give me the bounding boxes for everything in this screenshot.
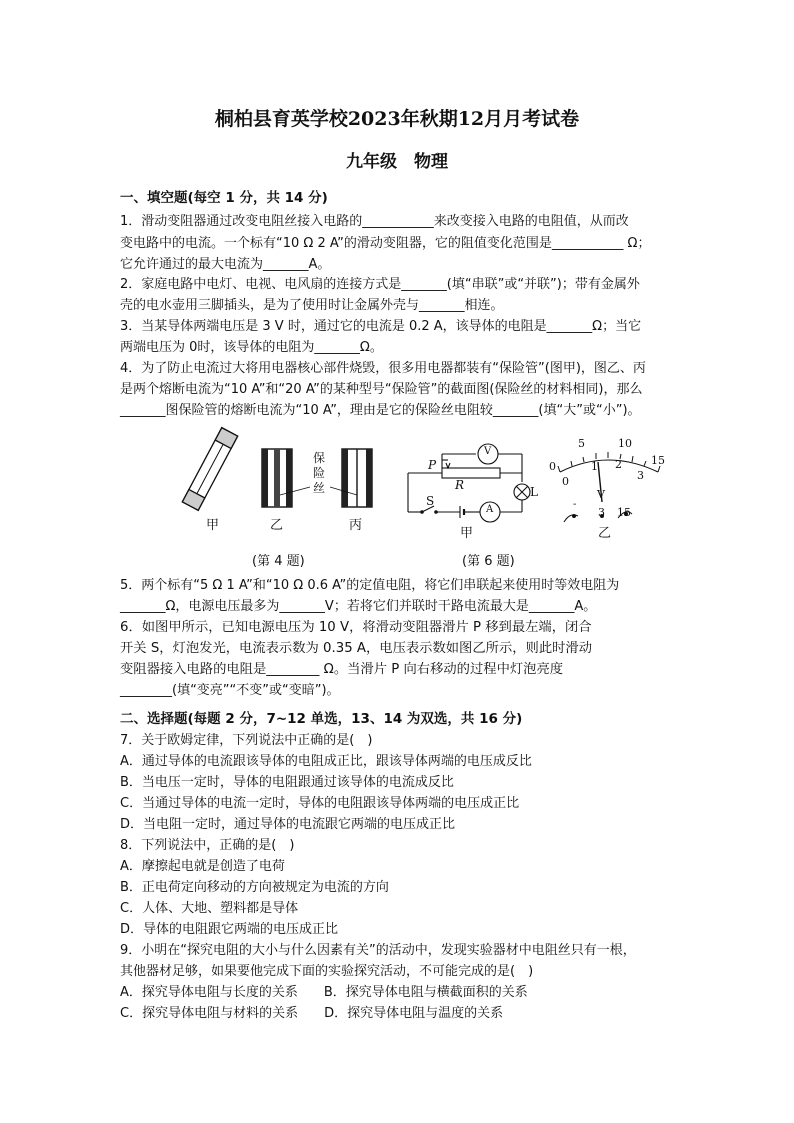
figure-label-jia: 甲	[206, 518, 220, 533]
question-line: 4．为了防止电流过大将用电器核心部件烧毁，很多用电器都装有“保险管”(图甲)，图乙、丙	[120, 361, 646, 376]
question-line: 其他器材足够，如果要他完成下面的实验探究活动，不可能完成的是( )	[120, 964, 534, 979]
fuse-tube-drawing	[182, 428, 237, 511]
option-line: C．探究导体电阻与材料的关系 D．探究导体电阻与温度的关系	[120, 1006, 504, 1021]
question-line: 它允许通过的最大电流为_______A。	[120, 257, 331, 272]
question-line: 5．两个标有“5 Ω 1 A”和“10 Ω 0.6 A”的定值电阻，将它们串联起来使用时等效电阻为	[120, 578, 620, 593]
figure-label-yi: 乙	[270, 518, 284, 533]
meter-scale-top-0: 0	[549, 460, 556, 473]
option-line: D．当电阻一定时，通过导体的电流跟它两端的电压成正比	[120, 817, 456, 832]
ammeter-symbol: A	[486, 504, 494, 515]
meter-scale-top-10: 10	[618, 437, 632, 450]
circuit-label-s: S	[426, 494, 435, 508]
question-line: _______图保险管的熔断电流为“10 A”，理由是它的保险丝电阻较_______(填“大”或“小”)。	[120, 403, 641, 418]
question-line: 两端电压为 0时，该导体的电阻为_______Ω。	[120, 340, 383, 355]
question-line: 是两个熔断电流为“10 A”和“20 A”的某种型号“保险管”的截面图(保险丝的材料相同)，那么	[120, 382, 643, 397]
question-line: ________(填“变亮”“不变”或“变暗”)。	[120, 683, 340, 698]
question-line: 2．家庭电路中电灯、电视、电风扇的连接方式是_______(填“串联”或“并联”)；带有金属外	[120, 277, 640, 292]
section-heading-fill-in: 一、填空题(每空 1 分，共 14 分)	[120, 190, 328, 206]
figure-6-circuit	[400, 436, 550, 536]
exam-title: 桐柏县育英学校2023年秋期12月月考试卷	[214, 108, 580, 130]
option-line: A．摩擦起电就是创造了电荷	[120, 859, 285, 874]
section-heading-choice: 二、选择题(每题 2 分，7~12 单选，13、14 为双选，共 16 分)	[120, 711, 523, 727]
question-line: 7．关于欧姆定律，下列说法中正确的是( )	[120, 733, 373, 748]
figure-label-bing: 丙	[349, 518, 363, 533]
option-line: C．人体、大地、塑料都是导体	[120, 901, 299, 916]
circuit-caption-jia: 甲	[460, 526, 474, 541]
meter-unit-v: V	[597, 488, 605, 501]
meter-scale-top-15: 15	[651, 454, 665, 467]
circuit-label-p: P	[428, 458, 437, 472]
meter-scale-bottom-1: 1	[591, 460, 598, 473]
option-line: D．导体的电阻跟它两端的电压成正比	[120, 922, 339, 937]
question-line: 3．当某导体两端电压是 3 V 时，通过它的电流是 0.2 A，该导体的电阻是_______Ω；当它	[120, 319, 642, 334]
question-line: 变电路中的电流。一个标有“10 Ω 2 A”的滑动变阻器，它的阻值变化范围是___________ Ω；	[120, 236, 651, 251]
question-line: 6．如图甲所示，已知电源电压为 10 V，将滑动变阻器滑片 P 移到最左端，闭合	[120, 620, 592, 635]
circuit-label-r: R	[455, 478, 465, 492]
question-line: 8．下列说法中，正确的是( )	[120, 838, 295, 853]
option-line: A．通过导体的电流跟该导体的电阻成正比，跟该导体两端的电压成反比	[120, 754, 532, 769]
exam-subtitle: 九年级 物理	[346, 152, 448, 172]
question-line: _______Ω，电源电压最多为_______V；若将它们并联时干路电流最大是_______A。	[120, 599, 597, 614]
fuse-section-bing	[342, 449, 372, 507]
voltmeter-symbol: V	[484, 446, 492, 457]
question-line: 1．滑动变阻器通过改变电阻丝接入电路的___________来改变接入电路的电阻值，从而改	[120, 214, 629, 229]
fuse-wire-label: 保险丝	[312, 451, 325, 495]
question-line: 变阻器接入电路的电阻是________ Ω。当滑片 P 向右移动的过程中灯泡亮度	[120, 662, 564, 677]
question-line: 9．小明在“探究电阻的大小与什么因素有关”的活动中，发现实验器材中电阻丝只有一根，	[120, 943, 636, 958]
question-line: 开关 S，灯泡发光，电流表示数为 0.35 A，电压表示数如图乙所示，则此时滑动	[120, 641, 593, 656]
option-line: B．正电荷定向移动的方向被规定为电流的方向	[120, 880, 389, 895]
terminal-3: 3	[598, 506, 605, 519]
meter-scale-bottom-2: 2	[615, 458, 622, 471]
option-line: B．当电压一定时，导体的电阻跟通过该导体的电流成反比	[120, 775, 454, 790]
terminal-15: 15	[617, 506, 631, 519]
circuit-label-l: L	[530, 485, 538, 499]
figure-4-caption: (第 4 题)	[252, 554, 305, 569]
option-line: A．探究导体电阻与长度的关系 B．探究导体电阻与横截面积的关系	[120, 985, 528, 1000]
meter-scale-top-5: 5	[578, 437, 585, 450]
fuse-section-yi	[262, 449, 292, 507]
question-line: 壳的电水壶用三脚插头，是为了使用时让金属外壳与_______相连。	[120, 298, 504, 313]
meter-scale-bottom-3: 3	[637, 469, 644, 482]
meter-scale-bottom-0: 0	[562, 475, 569, 488]
option-line: C．当通过导体的电流一定时，导体的电阻跟该导体两端的电压成正比	[120, 796, 520, 811]
meter-caption-yi: 乙	[598, 526, 612, 541]
figure-6-caption: (第 6 题)	[462, 554, 515, 569]
terminal-minus: -	[573, 499, 577, 510]
